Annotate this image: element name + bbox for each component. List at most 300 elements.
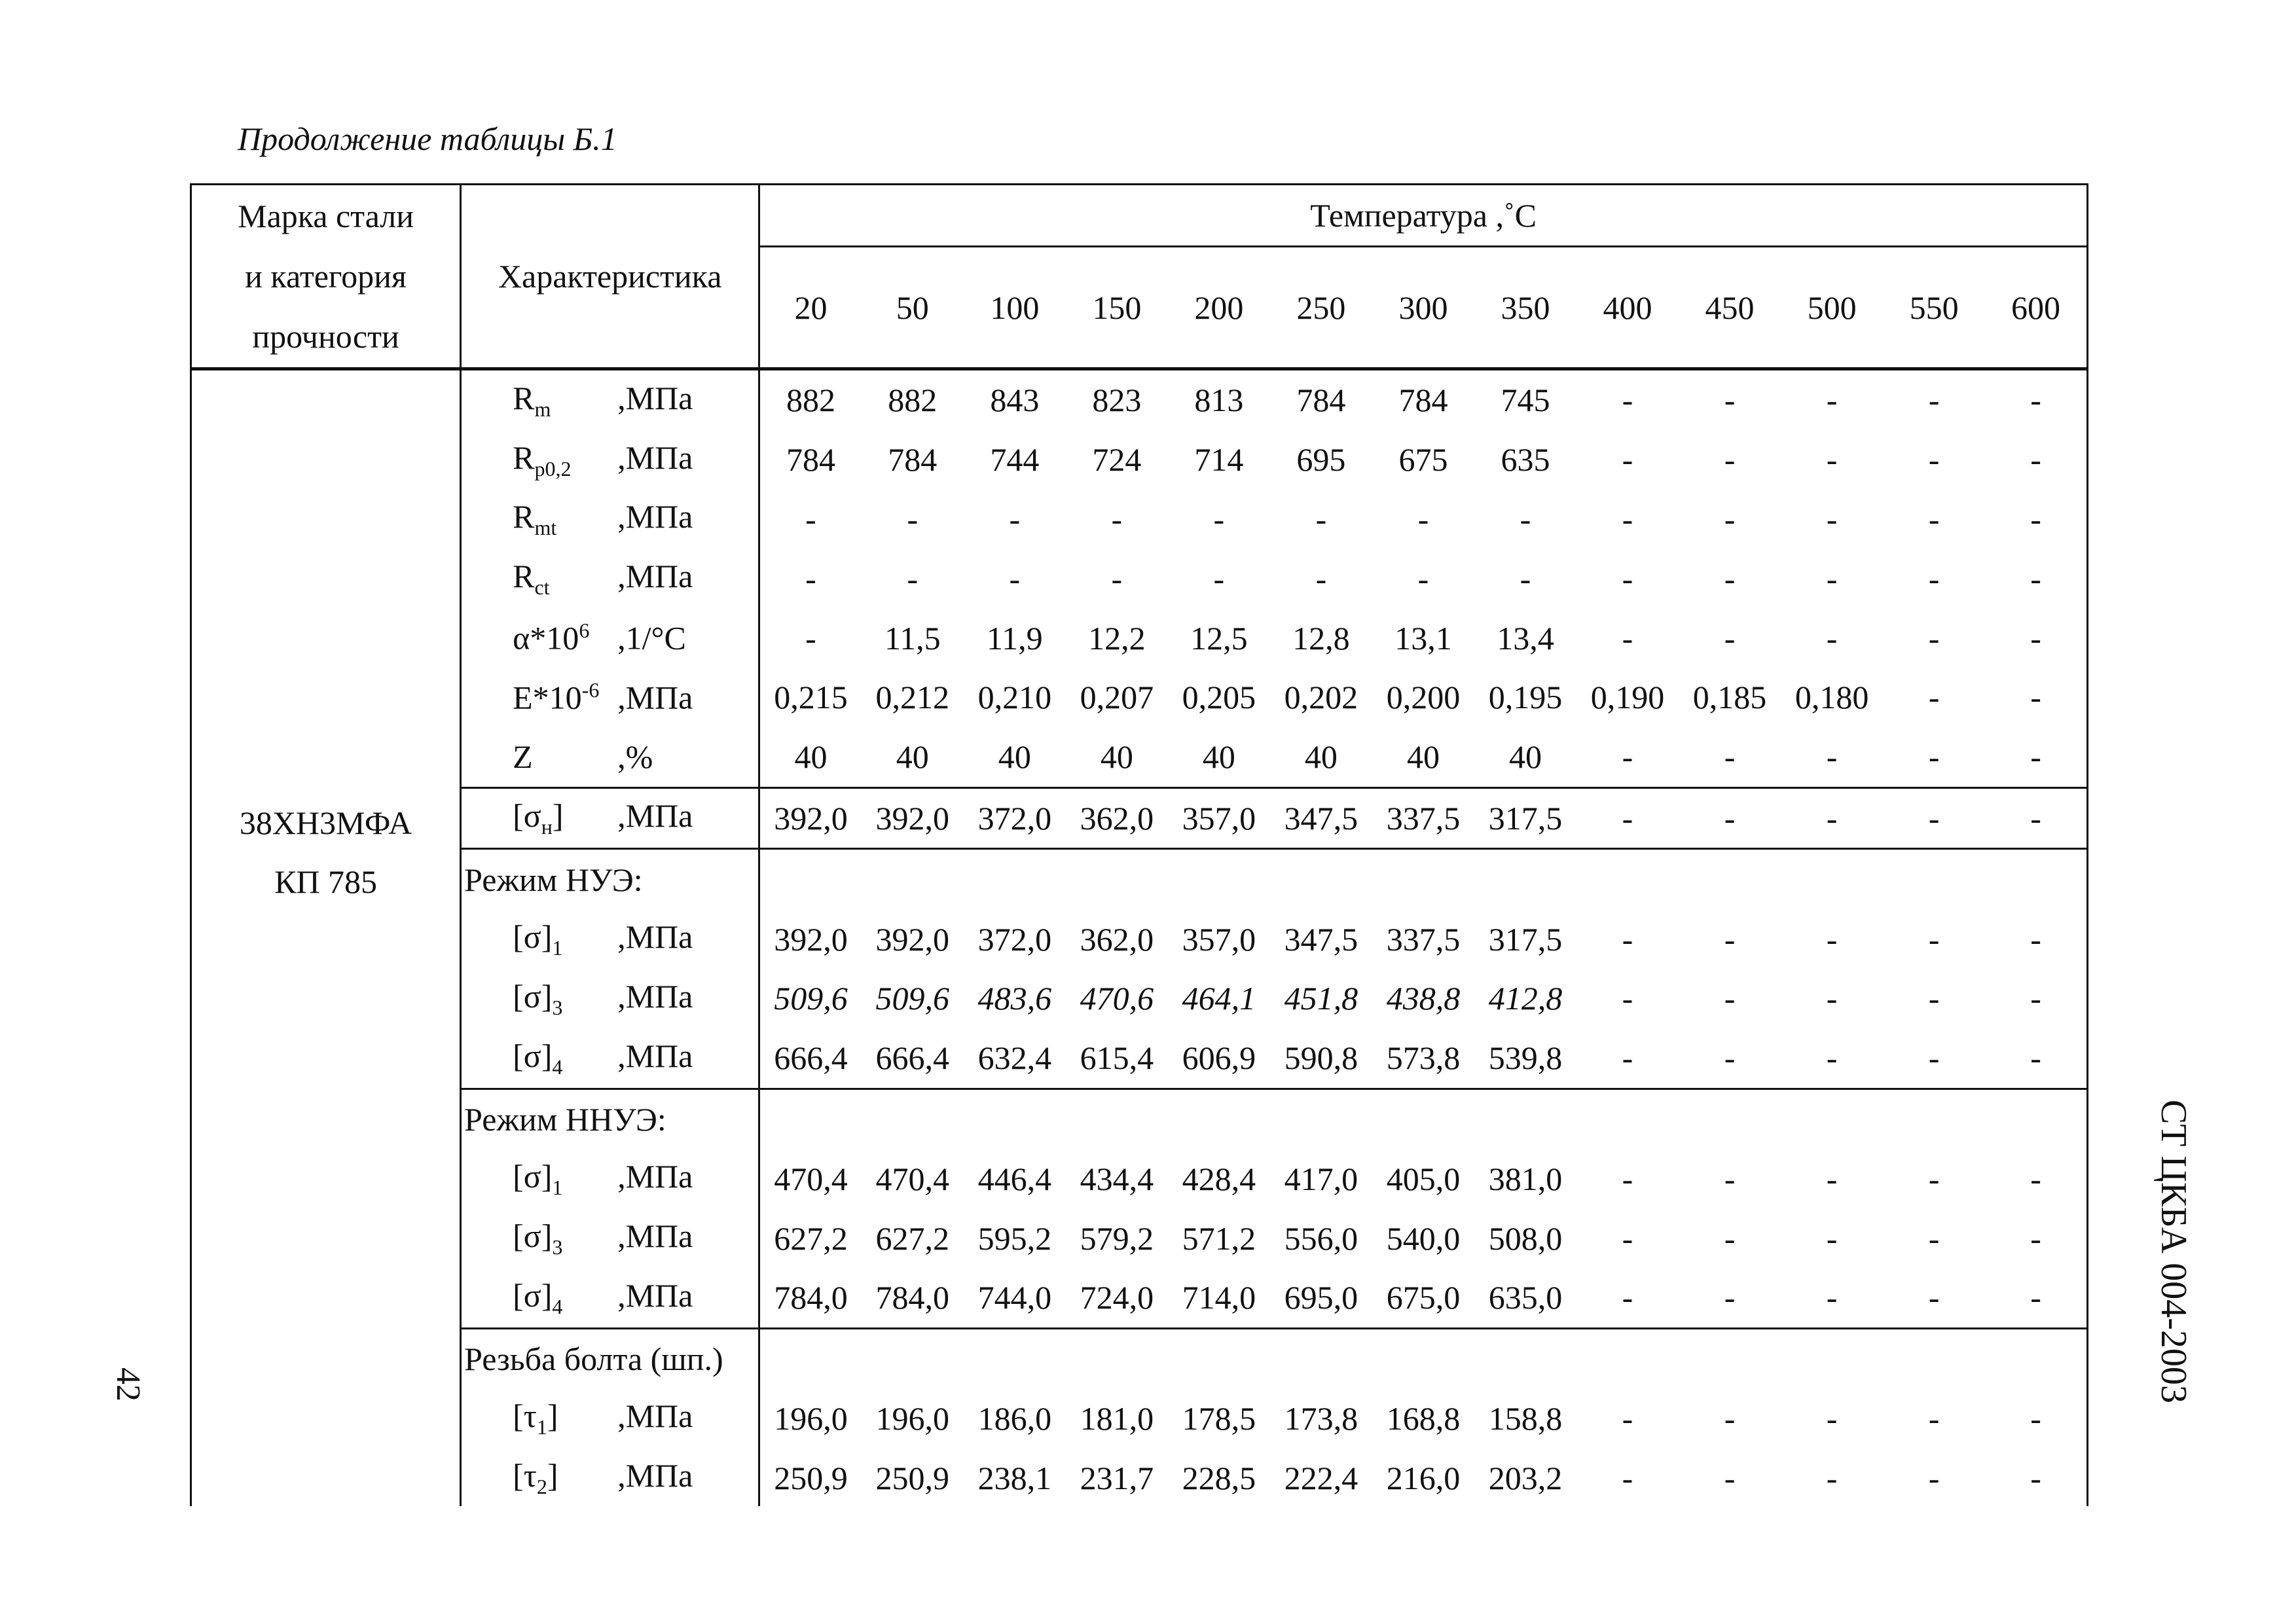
characteristic-cell: [461, 1149, 759, 1208]
value-cell: 362,0: [1066, 787, 1168, 849]
value-cell: 347,5: [1270, 787, 1372, 849]
value-cell: 714,0: [1182, 1279, 1256, 1316]
symbol-subscript: m: [534, 397, 551, 421]
value-cell: -: [1985, 430, 2087, 490]
mode-title-blank: [759, 1089, 2088, 1149]
value-cell: 196,0: [875, 1399, 950, 1437]
steel-grade-name: 38ХН3МФА: [239, 804, 412, 841]
value-cell: -: [1622, 1039, 1633, 1077]
value-cell: 784: [888, 441, 938, 478]
value-cell: -: [1985, 1268, 2087, 1328]
value-cell: 666,4: [875, 1039, 950, 1077]
value-cell: -: [1928, 679, 1940, 716]
symbol-subscript: 2: [536, 1475, 547, 1499]
value-cell: -: [1928, 980, 1940, 1017]
value-cell: -: [1985, 668, 2087, 727]
value-cell: 724: [1092, 441, 1142, 478]
value-cell: 347,5: [1284, 920, 1358, 958]
value-cell: -: [1111, 560, 1123, 597]
mode-title-cell: Режим НУЭ:: [461, 849, 759, 909]
value-cell: -: [1826, 1219, 1838, 1257]
value-cell: 11,5: [884, 619, 941, 657]
characteristic-cell: [461, 909, 759, 969]
characteristic-unit: ,МПа: [617, 1218, 693, 1255]
value-cell: -: [1985, 787, 2087, 849]
value-cell: -: [759, 608, 862, 668]
value-cell: -: [1111, 500, 1123, 537]
characteristic-unit: ,%: [617, 738, 653, 776]
temperature-header-cell: 400: [1576, 247, 1679, 369]
value-cell: -: [1928, 920, 1940, 958]
value-cell: -: [1985, 1389, 2087, 1449]
value-cell: 196,0: [759, 1389, 862, 1449]
value-cell: 228,5: [1182, 1459, 1256, 1496]
value-cell: 250,9: [759, 1448, 862, 1506]
mode-title-row: [191, 849, 2088, 909]
table-row: [191, 909, 2088, 969]
characteristic-cell: [461, 430, 759, 490]
value-cell: -: [1928, 1459, 1940, 1496]
value-cell: 173,8: [1284, 1399, 1358, 1437]
value-cell: -: [1928, 1219, 1940, 1257]
table-row: [191, 1028, 2088, 1089]
characteristic-unit: ,МПа: [617, 1398, 693, 1435]
value-cell: 405,0: [1386, 1160, 1461, 1197]
value-cell: -: [1985, 1448, 2087, 1506]
characteristic-unit: ,МПа: [617, 498, 693, 535]
value-cell: 606,9: [1182, 1039, 1256, 1077]
characteristic-symbol: $[\sigma]_1$: [513, 1158, 563, 1200]
characteristic-symbol: $[\sigma]_1$: [513, 918, 563, 960]
value-cell: 362,0: [1080, 920, 1154, 958]
symbol-subscript: 3: [552, 1235, 563, 1259]
value-cell: -: [1724, 1160, 1736, 1197]
characteristic-symbol: $R_{p0,2}$: [513, 439, 572, 480]
characteristic-unit: ,МПа: [617, 1037, 693, 1074]
grade-header-line: Марка стали: [238, 198, 414, 234]
characteristic-column-header: Характеристика: [461, 185, 759, 369]
value-cell: 40: [896, 738, 929, 776]
value-cell: 464,1: [1182, 980, 1256, 1017]
value-cell: -: [907, 560, 919, 597]
value-cell: 823: [1066, 369, 1168, 430]
value-cell: -: [1826, 738, 1838, 776]
value-cell: -: [1679, 787, 1781, 849]
table-row: [191, 490, 2088, 549]
value-cell: 317,5: [1474, 787, 1576, 849]
value-cell: 357,0: [1168, 787, 1270, 849]
document-code: СТ ЦКБА 004-2003: [2153, 1100, 2194, 1403]
value-cell: -: [1883, 787, 1985, 849]
value-cell: -: [1985, 727, 2087, 787]
grade-header-line: и категория: [245, 258, 407, 295]
value-cell: -: [1985, 1149, 2087, 1208]
value-cell: -: [1724, 441, 1736, 478]
value-cell: -: [1724, 500, 1736, 537]
value-cell: -: [1576, 787, 1679, 849]
value-cell: -: [1724, 1279, 1736, 1316]
value-cell: 434,4: [1080, 1160, 1154, 1197]
steel-grade-cell: [191, 369, 461, 1507]
value-cell: -: [1622, 1459, 1633, 1496]
characteristic-cell: [461, 1389, 759, 1449]
value-cell: 0,200: [1386, 679, 1461, 716]
characteristic-cell: [461, 727, 759, 787]
value-cell: 0,180: [1795, 679, 1869, 716]
value-cell: -: [1724, 980, 1736, 1017]
characteristic-cell: [461, 549, 759, 608]
value-cell: -: [1826, 1160, 1838, 1197]
value-cell: -: [1622, 980, 1633, 1017]
value-cell: 337,5: [1372, 787, 1474, 849]
temperature-header-cell: 500: [1781, 247, 1883, 369]
value-cell: 40: [1508, 738, 1542, 776]
value-cell: -: [1009, 500, 1021, 537]
grade-header-line: прочности: [252, 318, 399, 355]
value-cell: -: [759, 549, 862, 608]
characteristic-cell: [461, 1208, 759, 1268]
value-cell: -: [1622, 1279, 1633, 1316]
value-cell: 13,4: [1497, 619, 1554, 657]
value-cell: -: [1315, 560, 1327, 597]
symbol-subscript: 1: [536, 1415, 547, 1439]
value-cell: 12,8: [1292, 619, 1350, 657]
value-cell: 222,4: [1284, 1459, 1358, 1496]
value-cell: -: [1928, 1160, 1940, 1197]
mode-title-row: [191, 1328, 2088, 1388]
mode-title-cell: Режим ННУЭ:: [461, 1089, 759, 1149]
value-cell: -: [1417, 560, 1429, 597]
value-cell: -: [1781, 787, 1883, 849]
table-row: [191, 430, 2088, 490]
value-cell: 372,0: [964, 787, 1066, 849]
temperature-header-cell: 350: [1474, 247, 1576, 369]
value-cell: 695,0: [1284, 1279, 1358, 1316]
value-cell: 627,2: [875, 1219, 950, 1257]
symbol-superscript: -6: [581, 678, 600, 702]
table-row: [191, 1208, 2088, 1268]
value-cell: -: [1985, 608, 2087, 668]
value-cell: 12,5: [1190, 619, 1248, 657]
value-cell: 579,2: [1080, 1219, 1154, 1257]
value-cell: -: [1622, 1399, 1633, 1437]
value-cell: 784: [759, 430, 862, 490]
symbol-subscript: ct: [534, 575, 550, 600]
value-cell: -: [1928, 560, 1940, 597]
characteristic-symbol: $\alpha*10^6$: [513, 619, 590, 657]
value-cell: -: [1928, 500, 1940, 537]
value-cell: 238,1: [977, 1459, 1052, 1496]
symbol-subscript: н: [541, 815, 553, 839]
value-cell: 627,2: [759, 1208, 862, 1268]
symbol-subscript: p0,2: [534, 456, 572, 480]
value-cell: 813: [1168, 369, 1270, 430]
table-row: [191, 787, 2088, 849]
value-cell: 181,0: [1080, 1399, 1154, 1437]
value-cell: 0,190: [1590, 679, 1665, 716]
value-cell: 381,0: [1488, 1160, 1563, 1197]
value-cell: 0,195: [1488, 679, 1563, 716]
value-cell: 40: [759, 727, 862, 787]
value-cell: 784,0: [759, 1268, 862, 1328]
characteristic-cell: [461, 668, 759, 727]
value-cell: 470,4: [875, 1160, 950, 1197]
value-cell: -: [1679, 369, 1781, 430]
characteristic-cell: [461, 1268, 759, 1328]
grade-column-header: [191, 185, 461, 369]
value-cell: 12,2: [1088, 619, 1146, 657]
value-cell: -: [1826, 980, 1838, 1017]
value-cell: 0,185: [1692, 679, 1767, 716]
value-cell: -: [1213, 560, 1225, 597]
table-row: [191, 1149, 2088, 1208]
mode-title-cell: Резьба болта (шп.): [461, 1328, 759, 1388]
temperature-header: Температура ,˚С: [759, 185, 2088, 247]
value-cell: 451,8: [1284, 980, 1358, 1017]
value-cell: -: [1724, 1039, 1736, 1077]
value-cell: 675,0: [1386, 1279, 1461, 1316]
value-cell: -: [1622, 920, 1633, 958]
mode-title-blank: [759, 849, 2088, 909]
value-cell: 0,205: [1182, 679, 1256, 716]
value-cell: 509,6: [759, 969, 862, 1028]
value-cell: -: [1985, 1028, 2087, 1089]
value-cell: -: [1826, 1039, 1838, 1077]
value-cell: 372,0: [977, 920, 1052, 958]
value-cell: 666,4: [759, 1028, 862, 1089]
value-cell: -: [1724, 1399, 1736, 1437]
value-cell: 540,0: [1386, 1219, 1461, 1257]
value-cell: 573,8: [1386, 1039, 1461, 1077]
value-cell: -: [1724, 1219, 1736, 1257]
value-cell: 470,4: [759, 1149, 862, 1208]
value-cell: -: [1622, 738, 1633, 776]
value-cell: 40: [1406, 738, 1440, 776]
table-row: [191, 1448, 2088, 1506]
symbol-superscript: 6: [579, 619, 590, 643]
value-cell: -: [1724, 560, 1736, 597]
characteristic-symbol: Z: [513, 738, 533, 776]
value-cell: 508,0: [1488, 1219, 1563, 1257]
table-row: [191, 1389, 2088, 1449]
temperature-header-cell: 550: [1883, 247, 1985, 369]
value-cell: -: [1985, 549, 2087, 608]
value-cell: -: [1622, 619, 1633, 657]
value-cell: 40: [998, 738, 1031, 776]
value-cell: 40: [1304, 738, 1338, 776]
value-cell: 483,6: [977, 980, 1052, 1017]
value-cell: -: [1417, 500, 1429, 537]
value-cell: -: [1826, 500, 1838, 537]
table-row: [191, 608, 2088, 668]
table-row: [191, 727, 2088, 787]
value-cell: -: [907, 500, 919, 537]
characteristic-symbol: $[\tau_2]$: [513, 1457, 558, 1499]
steel-properties-table-container: [190, 183, 2088, 1506]
value-cell: -: [1985, 909, 2087, 969]
value-cell: -: [1826, 619, 1838, 657]
value-cell: 357,0: [1182, 920, 1256, 958]
value-cell: -: [1315, 500, 1327, 537]
value-cell: 203,2: [1488, 1459, 1563, 1496]
characteristic-symbol: $[\sigma]_4$: [513, 1276, 563, 1318]
temperature-header-cell: 150: [1066, 247, 1168, 369]
value-cell: 632,4: [977, 1039, 1052, 1077]
value-cell: 635,0: [1488, 1279, 1563, 1316]
value-cell: 556,0: [1284, 1219, 1358, 1257]
value-cell: 509,6: [875, 980, 950, 1017]
value-cell: 784: [1372, 369, 1474, 430]
value-cell: 784,0: [875, 1279, 950, 1316]
symbol-subscript: 1: [552, 1176, 563, 1200]
value-cell: -: [1826, 560, 1838, 597]
value-cell: 695: [1296, 441, 1346, 478]
value-cell: 178,5: [1182, 1399, 1256, 1437]
characteristic-unit: ,МПа: [617, 679, 693, 716]
value-cell: 784: [1270, 369, 1372, 430]
symbol-subscript: mt: [534, 516, 557, 540]
value-cell: 635: [1501, 441, 1550, 478]
value-cell: 392,0: [862, 787, 964, 849]
value-cell: 843: [964, 369, 1066, 430]
temperature-header-cell: 600: [1985, 247, 2087, 369]
value-cell: 744: [990, 441, 1040, 478]
characteristic-symbol: $R_m$: [513, 379, 551, 421]
value-cell: -: [1622, 1219, 1633, 1257]
temperature-header-cell: 200: [1168, 247, 1270, 369]
table-row: [191, 1268, 2088, 1328]
value-cell: -: [1883, 369, 1985, 430]
value-cell: -: [1724, 619, 1736, 657]
value-cell: -: [1009, 560, 1021, 597]
temperature-header-cell: 300: [1372, 247, 1474, 369]
temperature-header-cell: 50: [862, 247, 964, 369]
characteristic-symbol: $[\sigma]_3$: [513, 1218, 563, 1259]
characteristic-unit: ,МПа: [617, 439, 693, 476]
value-cell: -: [1928, 619, 1940, 657]
value-cell: -: [1781, 369, 1883, 430]
value-cell: 595,2: [977, 1219, 1052, 1257]
value-cell: 0,210: [977, 679, 1052, 716]
value-cell: -: [1928, 1039, 1940, 1077]
value-cell: -: [1985, 490, 2087, 549]
mode-title-row: [191, 1089, 2088, 1149]
value-cell: 158,8: [1488, 1399, 1563, 1437]
value-cell: 337,5: [1386, 920, 1461, 958]
value-cell: 571,2: [1182, 1219, 1256, 1257]
table-row: [191, 369, 2088, 430]
value-cell: 231,7: [1080, 1459, 1154, 1496]
characteristic-unit: ,МПа: [617, 1457, 693, 1494]
value-cell: 470,6: [1080, 980, 1154, 1017]
symbol-subscript: 3: [552, 995, 563, 1019]
value-cell: 882: [862, 369, 964, 430]
characteristic-symbol: $R_{mt}$: [513, 498, 557, 540]
value-cell: 0,207: [1080, 679, 1154, 716]
value-cell: -: [1985, 369, 2087, 430]
value-cell: -: [1622, 560, 1633, 597]
value-cell: -: [1826, 920, 1838, 958]
value-cell: 745: [1474, 369, 1576, 430]
value-cell: -: [759, 490, 862, 549]
value-cell: 392,0: [759, 909, 862, 969]
value-cell: 539,8: [1488, 1039, 1563, 1077]
value-cell: 13,1: [1394, 619, 1452, 657]
value-cell: -: [1826, 441, 1838, 478]
table-row: [191, 668, 2088, 727]
symbol-subscript: 1: [552, 936, 563, 960]
page-number: 42: [109, 1367, 147, 1401]
value-cell: -: [1724, 920, 1736, 958]
characteristic-cell: [461, 1028, 759, 1089]
value-cell: -: [1928, 441, 1940, 478]
value-cell: 744,0: [977, 1279, 1052, 1316]
value-cell: -: [1826, 1459, 1838, 1496]
characteristic-cell: [461, 608, 759, 668]
characteristic-symbol: $E*10^{-6}$: [513, 678, 600, 716]
characteristic-unit: ,1/°С: [617, 619, 686, 657]
temperature-header-cell: 100: [964, 247, 1066, 369]
value-cell: -: [1520, 500, 1531, 537]
characteristic-unit: ,МПа: [617, 1158, 693, 1195]
characteristic-cell: [461, 787, 759, 849]
value-cell: -: [1724, 1459, 1736, 1496]
value-cell: 168,8: [1386, 1399, 1461, 1437]
value-cell: -: [1622, 1160, 1633, 1197]
value-cell: 438,8: [1386, 980, 1461, 1017]
characteristic-cell: [461, 490, 759, 549]
mode-title-blank: [759, 1328, 2088, 1388]
value-cell: 446,4: [977, 1160, 1052, 1197]
value-cell: 615,4: [1080, 1039, 1154, 1077]
characteristic-symbol: $[\sigma_н]$: [513, 797, 564, 839]
value-cell: 714: [1194, 441, 1244, 478]
value-cell: 417,0: [1284, 1160, 1358, 1197]
value-cell: 675: [1398, 441, 1448, 478]
steel-grade-category: КП 785: [274, 863, 378, 900]
value-cell: 40: [1100, 738, 1133, 776]
value-cell: -: [1622, 500, 1633, 537]
value-cell: 40: [1202, 738, 1235, 776]
symbol-subscript: 4: [552, 1055, 563, 1079]
characteristic-symbol: $[\tau_1]$: [513, 1398, 558, 1439]
value-cell: 428,4: [1182, 1160, 1256, 1197]
value-cell: -: [1928, 1279, 1940, 1316]
value-cell: 0,202: [1284, 679, 1358, 716]
value-cell: -: [1213, 500, 1225, 537]
value-cell: 186,0: [977, 1399, 1052, 1437]
characteristic-unit: ,МПа: [617, 1276, 693, 1314]
value-cell: -: [1622, 441, 1633, 478]
value-cell: -: [1576, 369, 1679, 430]
characteristic-cell: [461, 1448, 759, 1506]
value-cell: -: [1985, 1208, 2087, 1268]
characteristic-cell: [461, 969, 759, 1028]
value-cell: -: [1985, 969, 2087, 1028]
value-cell: 0,212: [875, 679, 950, 716]
value-cell: 0,215: [759, 668, 862, 727]
table-caption: Продолжение таблицы Б.1: [238, 120, 617, 157]
temperature-header-cell: 250: [1270, 247, 1372, 369]
value-cell: -: [1826, 1279, 1838, 1316]
value-cell: 317,5: [1488, 920, 1563, 958]
value-cell: -: [1928, 1399, 1940, 1437]
characteristic-cell: [461, 369, 759, 430]
value-cell: 11,9: [986, 619, 1043, 657]
value-cell: 216,0: [1386, 1459, 1461, 1496]
characteristic-symbol: $[\sigma]_4$: [513, 1037, 563, 1079]
value-cell: 412,8: [1488, 980, 1563, 1017]
